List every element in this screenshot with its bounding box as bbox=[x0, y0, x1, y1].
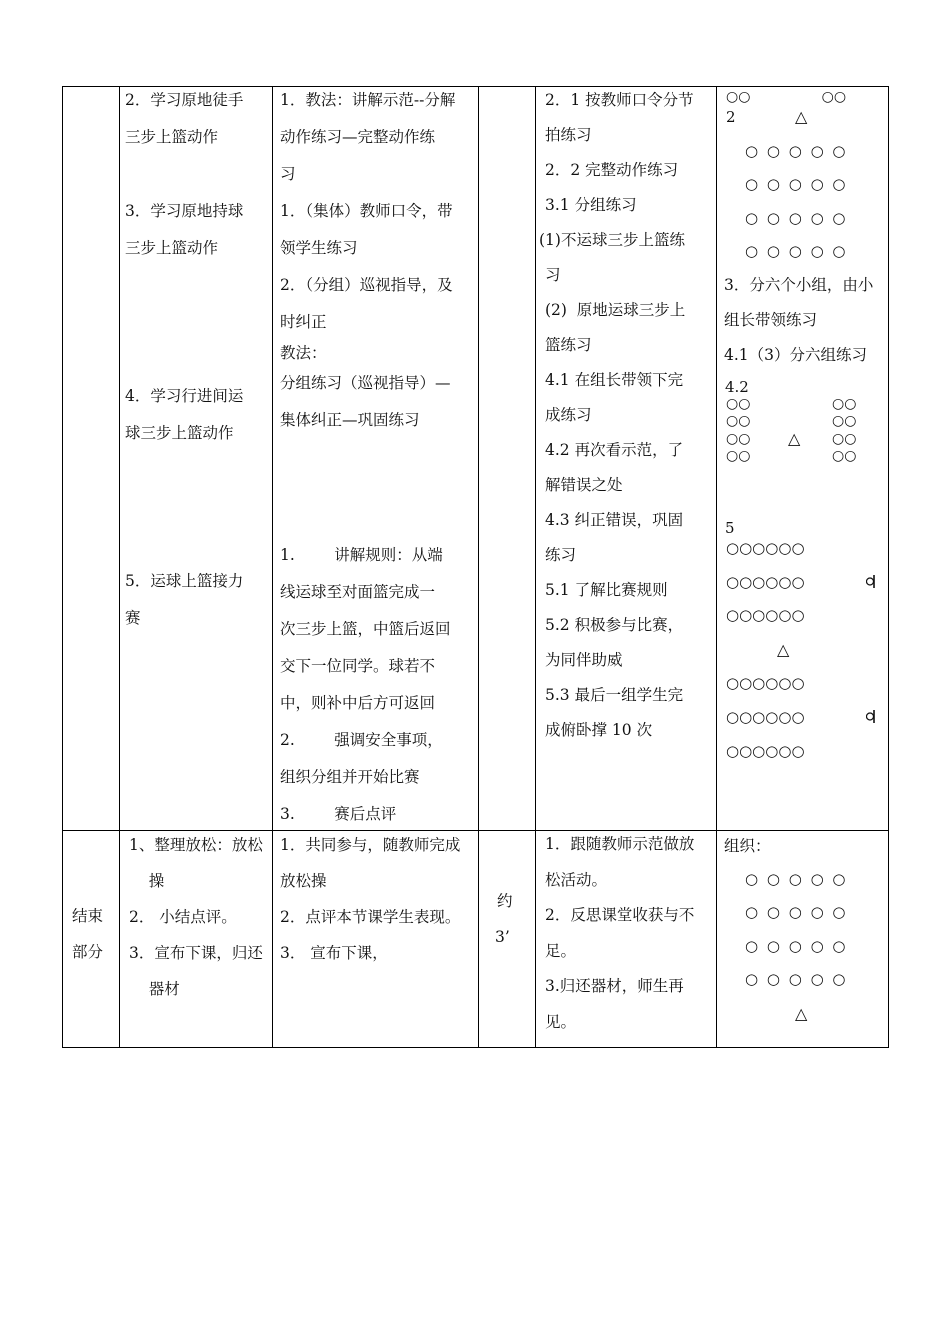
content-line bbox=[125, 267, 243, 304]
student-line: 松活动。 bbox=[545, 870, 608, 889]
teacher-line: 次三步上篮，中篮后返回 bbox=[280, 620, 451, 638]
teacher-line: 2．点评本节课学生表现。 bbox=[280, 908, 461, 926]
teacher-line: 组织分组并开始比赛 bbox=[280, 768, 420, 786]
teacher-line bbox=[280, 439, 455, 476]
student-line: 3.1 分组练习 bbox=[545, 196, 637, 214]
student-line: 2．1 按教师口令分节 bbox=[545, 91, 694, 109]
org-line: 组长带领练习 bbox=[724, 311, 818, 329]
teacher-triangle-icon: △ bbox=[777, 640, 790, 659]
student-line: 1．跟随教师示范做放 bbox=[545, 835, 695, 853]
teacher-line: 教法： bbox=[280, 344, 327, 362]
formation-row: ○ ○ ○ ○ ○ bbox=[745, 937, 848, 955]
col-line-2 bbox=[119, 86, 120, 1048]
row2-time-cell bbox=[495, 883, 513, 955]
basketball-hoop-icon bbox=[866, 575, 875, 588]
section-label-ending bbox=[72, 898, 103, 970]
formation-row: ○ ○ ○ ○ ○ bbox=[745, 175, 848, 193]
relay-row: ○○○○○○ bbox=[726, 539, 805, 557]
row2-content-cell bbox=[129, 827, 263, 1007]
teacher-line bbox=[280, 476, 455, 513]
group-label-4-2: 4.2 bbox=[725, 378, 749, 396]
content-line: 3．学习原地持球 bbox=[125, 202, 244, 220]
row2-teacher-cell bbox=[280, 827, 460, 971]
content-line bbox=[125, 156, 243, 193]
content-line: 4．学习行进间运 bbox=[125, 387, 244, 405]
student-line: 5.1 了解比赛规则 bbox=[545, 581, 668, 599]
teacher-line: 1．共同参与，随教师完成 bbox=[280, 836, 461, 854]
teacher-line: 动作练习—完整动作练 bbox=[280, 128, 436, 146]
time-line: 3’ bbox=[495, 928, 510, 946]
teacher-line: 1．（集体）教师口令，带 bbox=[280, 202, 453, 220]
basketball-hoop-icon bbox=[866, 710, 875, 723]
content-line bbox=[125, 304, 243, 341]
formation-row: ○ ○ ○ ○ ○ bbox=[745, 209, 848, 227]
teacher-line: 分组练习（巡视指导）— bbox=[280, 374, 451, 392]
content-line: 2．学习原地徒手 bbox=[125, 91, 244, 109]
group-label-5: 5 bbox=[725, 519, 735, 537]
student-line: 练习 bbox=[545, 546, 577, 564]
teacher-line: 1．教法：讲解示范--分解 bbox=[280, 91, 456, 109]
teacher-line: 放松操 bbox=[280, 872, 327, 890]
relay-row: ○○○○○○ bbox=[726, 742, 805, 760]
student-line: 4.2 再次看示范，了 bbox=[545, 441, 684, 459]
student-line: 4.1 在组长带领下完 bbox=[545, 371, 684, 389]
teacher-line: 2．（分组）巡视指导，及 bbox=[280, 276, 453, 294]
teacher-line: 集体纠正—巩固练习 bbox=[280, 411, 420, 429]
relay-row: ○○○○○○ bbox=[726, 606, 805, 624]
content-line: 操 bbox=[129, 872, 165, 890]
content-line: 3．宣布下课，归还 bbox=[129, 944, 263, 962]
org-line: 4.1（3）分六组练习 bbox=[724, 346, 868, 364]
content-line: 三步上篮动作 bbox=[125, 128, 219, 146]
col-line-3 bbox=[272, 86, 273, 1048]
student-line: 见。 bbox=[545, 1012, 577, 1031]
student-line: 习 bbox=[545, 266, 561, 284]
student-line: 为同伴助威 bbox=[545, 651, 623, 669]
content-line: 赛 bbox=[125, 609, 141, 627]
col-line-6 bbox=[716, 86, 717, 1048]
section-line: 部分 bbox=[72, 943, 104, 961]
student-line: 4.3 纠正错误，巩固 bbox=[545, 511, 684, 529]
student-line: 成练习 bbox=[545, 406, 592, 424]
student-line: 篮练习 bbox=[545, 336, 592, 354]
teacher-triangle-icon: △ bbox=[795, 1004, 808, 1023]
pair-left: ○○ bbox=[726, 431, 751, 447]
table-bottom-border bbox=[62, 1047, 889, 1048]
organization-label: 组织： bbox=[724, 837, 771, 855]
six-groups-text bbox=[724, 268, 873, 373]
content-line: 球三步上篮动作 bbox=[125, 424, 234, 442]
col-line-4 bbox=[478, 86, 479, 1048]
teacher-line: 中，则补中后方可返回 bbox=[280, 694, 436, 712]
teacher-triangle-icon: △ bbox=[788, 429, 801, 448]
content-line: 器材 bbox=[129, 980, 180, 998]
org-line: 3．分六个小组，由小 bbox=[724, 276, 874, 294]
content-line bbox=[125, 526, 243, 563]
student-line: 5.2 积极参与比赛， bbox=[545, 616, 684, 634]
pair-right: ○○ bbox=[832, 448, 857, 464]
relay-row: ○○○○○○ bbox=[726, 708, 805, 726]
teacher-line: 2. 强调安全事项， bbox=[280, 731, 443, 749]
formation-row: ○ ○ ○ ○ ○ bbox=[745, 870, 848, 888]
content-line bbox=[125, 341, 243, 378]
student-line: 拍练习 bbox=[545, 126, 592, 144]
pair-left: ○○ bbox=[726, 396, 751, 412]
pair-left: ○○ bbox=[726, 448, 751, 464]
relay-row: ○○○○○○ bbox=[726, 674, 805, 692]
teacher-line: 3. 赛后点评 bbox=[280, 805, 397, 823]
teacher-line: 时纠正 bbox=[280, 313, 327, 331]
formation-row: ○ ○ ○ ○ ○ bbox=[745, 970, 848, 988]
student-line: 解错误之处 bbox=[545, 476, 623, 494]
pair-left: ○○ bbox=[726, 413, 751, 429]
content-line: 5．运球上篮接力 bbox=[125, 572, 244, 590]
time-line: 约 bbox=[497, 892, 513, 910]
student-line: 足。 bbox=[545, 941, 577, 960]
teacher-line: 线运球至对面篮完成一 bbox=[280, 583, 436, 601]
teacher-line: 领学生练习 bbox=[280, 239, 358, 257]
teacher-line: 交下一位同学。球若不 bbox=[280, 657, 436, 675]
formation-row: ○ ○ ○ ○ ○ bbox=[745, 242, 848, 260]
col-line-5 bbox=[535, 86, 536, 1048]
relay-row: ○○○○○○ bbox=[726, 573, 805, 591]
student-line: 3.归还器材，师生再 bbox=[545, 977, 684, 995]
student-line: (2) 原地运球三步上 bbox=[545, 301, 686, 319]
formation-row: ○ ○ ○ ○ ○ bbox=[745, 903, 848, 921]
pair-right: ○○ bbox=[832, 396, 857, 412]
content-line: 1、整理放松：放松 bbox=[129, 836, 263, 854]
col-line-1 bbox=[62, 86, 63, 1048]
pair-right: ○○ bbox=[832, 431, 857, 447]
group-label-2: 2 bbox=[726, 108, 736, 126]
pair-right: ○○ bbox=[832, 413, 857, 429]
teacher-line: 1. 讲解规则：从端 bbox=[280, 546, 443, 564]
content-line: 三步上篮动作 bbox=[125, 239, 219, 257]
row2-students-cell bbox=[545, 827, 694, 1040]
student-line: 5.3 最后一组学生完 bbox=[545, 686, 684, 704]
col-line-7 bbox=[888, 86, 889, 1048]
student-line: 2．反思课堂收获与不 bbox=[545, 906, 695, 924]
content-line bbox=[125, 489, 243, 526]
top-formation-pairs: ○○ ○○ bbox=[726, 89, 847, 105]
content-line bbox=[125, 452, 243, 489]
row1-content-cell bbox=[125, 82, 243, 637]
student-line: 2．2 完整动作练习 bbox=[545, 161, 679, 179]
teacher-line bbox=[280, 513, 455, 537]
teacher-triangle-icon: △ bbox=[795, 107, 808, 126]
content-line: 2． 小结点评。 bbox=[129, 908, 237, 926]
formation-row: ○ ○ ○ ○ ○ bbox=[745, 142, 848, 160]
teacher-line: 习 bbox=[280, 165, 296, 183]
section-line: 结束 bbox=[72, 907, 104, 925]
row1-students-cell bbox=[539, 83, 694, 748]
student-line: 成俯卧撑 10 次 bbox=[545, 721, 653, 739]
teacher-line: 3． 宣布下课， bbox=[280, 944, 388, 962]
student-line: (1)不运球三步上篮练 bbox=[539, 231, 685, 249]
row1-teacher-cell bbox=[280, 82, 455, 833]
